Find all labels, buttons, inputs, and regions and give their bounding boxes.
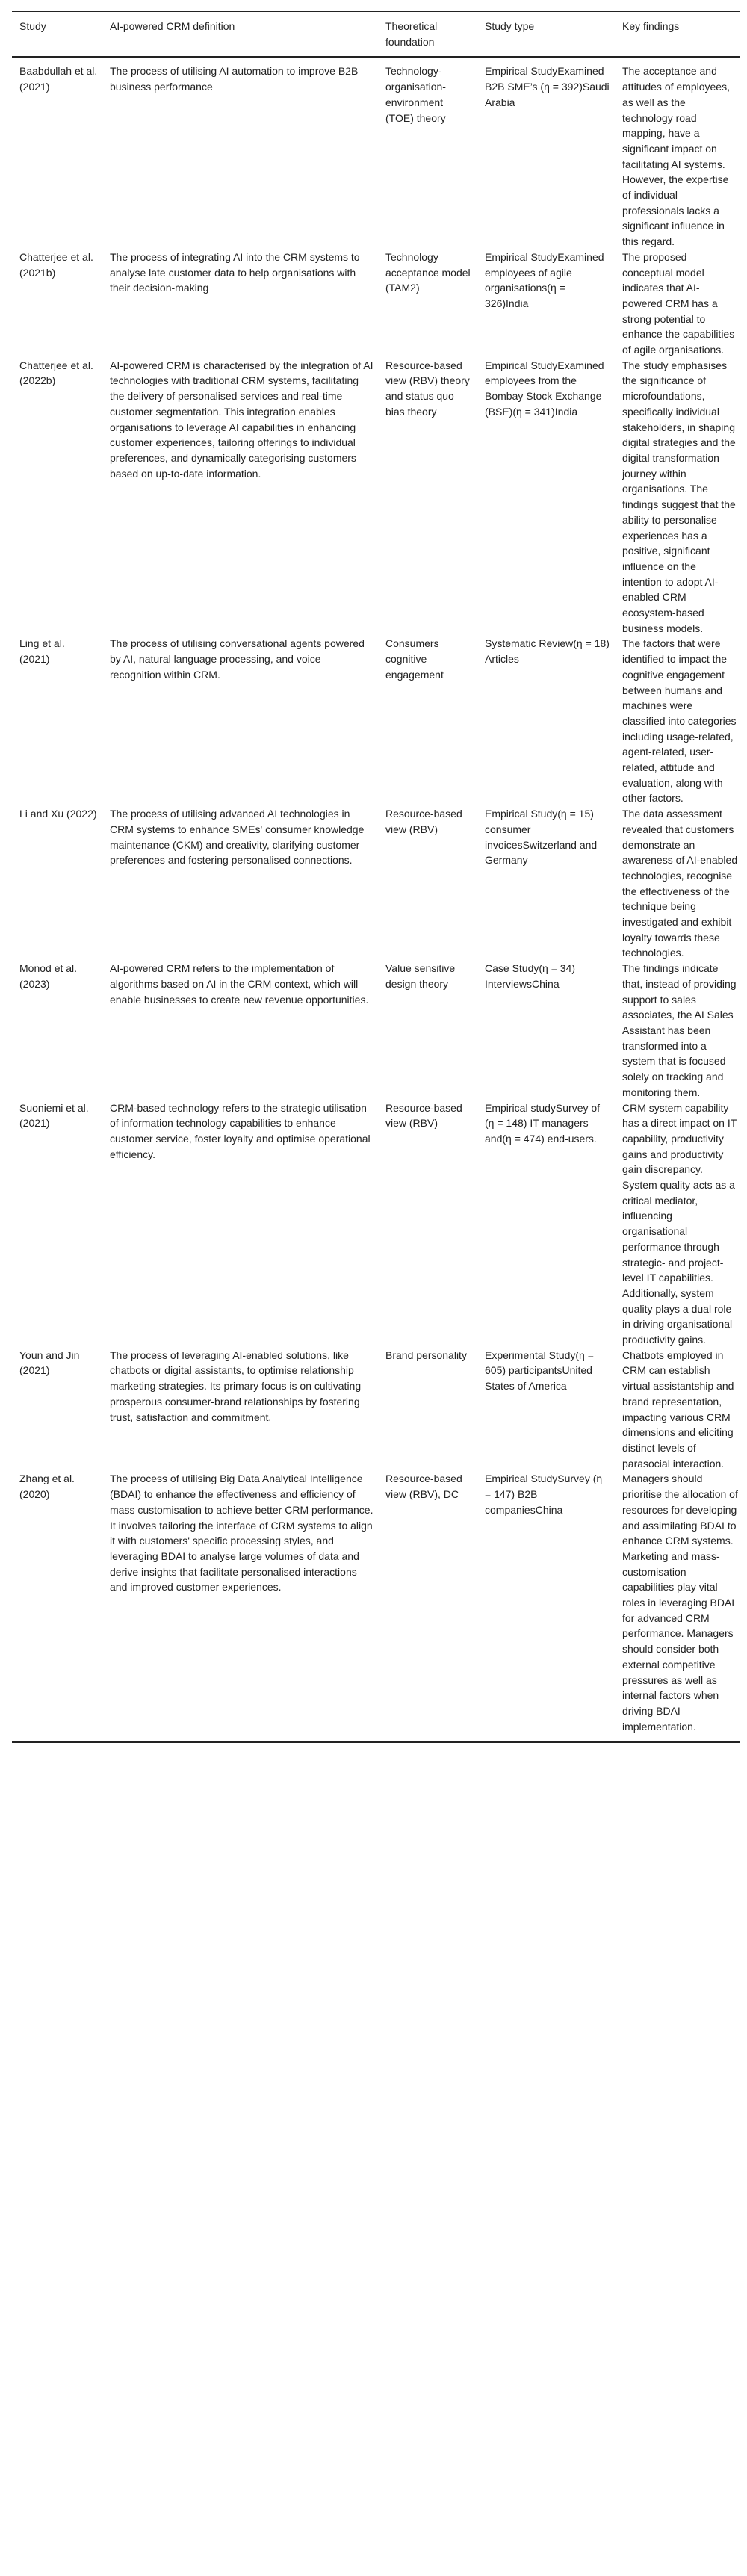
table-row	[12, 358, 740, 637]
cell-study: Chatterjee et al. (2021b)	[19, 250, 93, 279]
cell-study: Monod et al. (2023)	[19, 962, 78, 990]
cell-key-findings: Managers should prioritise the allocation of resources for developing and assimilating BDAI to enhance CRM systems. Marketing and mass-customisation capabilities play vital roles in leveraging BDAI for advanced CRM performance. Managers should consider both external competitive pressures as well as internal factors when driving BDAI implementation.	[622, 1473, 738, 1733]
cell-key-findings: The study emphasises the significance of microfoundations, specifically individual stakeholders, in shaping digital strategies and the digital transformation journey within organisations. The findings suggest that the ability to personalise experiences has a positive, significant influence on the intention to adopt AI-enabled CRM ecosystem-based business models.	[622, 359, 736, 634]
cell-study-type: Empirical StudyExamined employees of agile organisations(η = 326)India	[485, 250, 604, 309]
cell-definition: The process of utilising conversational agents powered by AI, natural language processing, and voice recognition within CRM.	[110, 637, 365, 681]
table-header-row	[12, 12, 740, 58]
cell-theoretical-foundation: Value sensitive design theory	[385, 962, 456, 990]
cell-key-findings: The findings indicate that, instead of providing support to sales associates, the AI Sales Assistant has been transformed into a system that is focused solely on tracking and monitoring them.	[622, 962, 737, 1098]
table-row	[12, 636, 740, 806]
cell-definition: AI-powered CRM refers to the implementation of algorithms based on AI in the CRM context, which will enable businesses to create new revenue opportunities.	[110, 962, 369, 1006]
cell-study: Baabdullah et al. (2021)	[19, 65, 98, 93]
cell-definition: The process of utilising AI automation to improve B2B business performance	[110, 65, 359, 93]
cell-key-findings: The proposed conceptual model indicates that AI-powered CRM has a strong potential to enhance the capabilities of agile organisations.	[622, 250, 735, 356]
table-row	[12, 250, 740, 358]
cell-study-type: Empirical studySurvey of (η = 148) IT managers and(η = 474) end-users.	[485, 1101, 601, 1145]
cell-theoretical-foundation: Technology-organisation-environment (TOE) theory	[385, 65, 446, 124]
cell-definition: AI-powered CRM is characterised by the integration of AI technologies with traditional CRM systems, facilitating the delivery of personalised services and real-time customer segmentation. This integration enables organisations to leverage AI capabilities in enhancing customer experiences, tailoring offerings to individual preferences, and dynamically categorising customers based on up-to-date information.	[110, 359, 374, 480]
header-theoretical-foundation: Theoretical foundation	[378, 12, 477, 58]
cell-theoretical-foundation: Technology acceptance model (TAM2)	[385, 250, 471, 294]
cell-study-type: Empirical StudyExamined B2B SME’s (η = 392)Saudi Arabia	[485, 65, 610, 108]
cell-study-type: Systematic Review(η = 18) Articles	[485, 637, 610, 666]
cell-theoretical-foundation: Resource-based view (RBV)	[385, 1101, 462, 1130]
header-key-findings: Key findings	[615, 12, 740, 58]
cell-study-type: Empirical StudyExamined employees from the Bombay Stock Exchange (BSE)(η = 341)India	[485, 359, 604, 418]
cell-theoretical-foundation: Resource-based view (RBV)	[385, 808, 462, 835]
header-study: Study	[12, 12, 102, 58]
cell-definition: The process of utilising Big Data Analytical Intelligence (BDAI) to enhance the effectiveness and efficiency of mass customisation to achieve better CRM performance. It involves tailoring the interface of CRM systems to align it with customers' specific processing styles, and leveraging BDAI to analyse large volumes of data and derive insights that facilitate personalised interactions and improved customer experiences.	[110, 1473, 374, 1594]
table-row	[12, 806, 740, 961]
table-row	[12, 961, 740, 1100]
cell-study: Ling et al. (2021)	[19, 637, 65, 666]
cell-study-type: Empirical Study(η = 15) consumer invoicesSwitzerland and Germany	[485, 808, 598, 867]
cell-study-type: Empirical StudySurvey (η = 147) B2B companiesChina	[485, 1473, 603, 1516]
cell-study: Li and Xu (2022)	[19, 808, 97, 820]
cell-theoretical-foundation: Brand personality	[385, 1349, 467, 1361]
cell-key-findings: The acceptance and attitudes of employees, as well as the technology road mapping, have a significant impact on facilitating AI systems. However, the expertise of individual professionals lacks a significant influence in this regard.	[622, 65, 730, 248]
ai-crm-studies-table	[12, 11, 740, 1743]
cell-definition: The process of integrating AI into the CRM systems to analyse late customer data to help organisations with their decision-making	[110, 250, 360, 294]
cell-study: Youn and Jin (2021)	[19, 1349, 80, 1377]
cell-key-findings: The data assessment revealed that customers demonstrate an awareness of AI-enabled technologies, recognise the effectiveness of the technique being investigated and exhibit loyalty towards these technologies.	[622, 808, 738, 959]
cell-theoretical-foundation: Consumers cognitive engagement	[385, 637, 444, 681]
cell-key-findings: The factors that were identified to impact the cognitive engagement between humans and machines were classified into categories including usage-related, agent-related, user-related, attitude and evaluation, along with other factors.	[622, 637, 737, 805]
cell-study-type: Experimental Study(η = 605) participantsUnited States of America	[485, 1349, 594, 1393]
header-definition: AI-powered CRM definition	[102, 12, 378, 58]
table-row	[12, 1471, 740, 1742]
cell-definition: CRM-based technology refers to the strategic utilisation of information technology capabilities to enhance customer service, foster loyalty and optimise operational efficiency.	[110, 1101, 371, 1160]
cell-key-findings: CRM system capability has a direct impact on IT capability, productivity gains and productivity gain discrepancy. System quality acts as a critical mediator, influencing organisational performance through strategic- and project-level IT capabilities. Additionally, system quality plays a dual role in driving organisational productivity gains.	[622, 1101, 737, 1346]
cell-theoretical-foundation: Resource-based view (RBV), DC	[385, 1473, 462, 1501]
header-study-type: Study type	[477, 12, 615, 58]
table-row	[12, 1348, 740, 1472]
cell-study: Suoniemi et al. (2021)	[19, 1101, 89, 1130]
cell-definition: The process of utilising advanced AI technologies in CRM systems to enhance SMEs' consumer knowledge maintenance (CKM) and creativity, clarifying customer preferences and fostering personalised connections.	[110, 808, 365, 867]
cell-study-type: Case Study(η = 34) InterviewsChina	[485, 962, 576, 990]
cell-key-findings: Chatbots employed in CRM can establish virtual assistantship and brand representation, impacting various CRM dimensions and eliciting distinct levels of parasocial interaction.	[622, 1349, 734, 1470]
cell-study: Chatterjee et al. (2022b)	[19, 359, 93, 387]
cell-study: Zhang et al. (2020)	[19, 1473, 75, 1501]
cell-theoretical-foundation: Resource-based view (RBV) theory and status quo bias theory	[385, 359, 470, 418]
cell-definition: The process of leveraging AI-enabled solutions, like chatbots or digital assistants, to optimise relationship marketing strategies. Its primary focus is on cultivating prosperous consumer-brand relationships by fostering trust, satisfaction and commitment.	[110, 1349, 362, 1423]
table-row	[12, 1100, 740, 1348]
table-row	[12, 58, 740, 250]
